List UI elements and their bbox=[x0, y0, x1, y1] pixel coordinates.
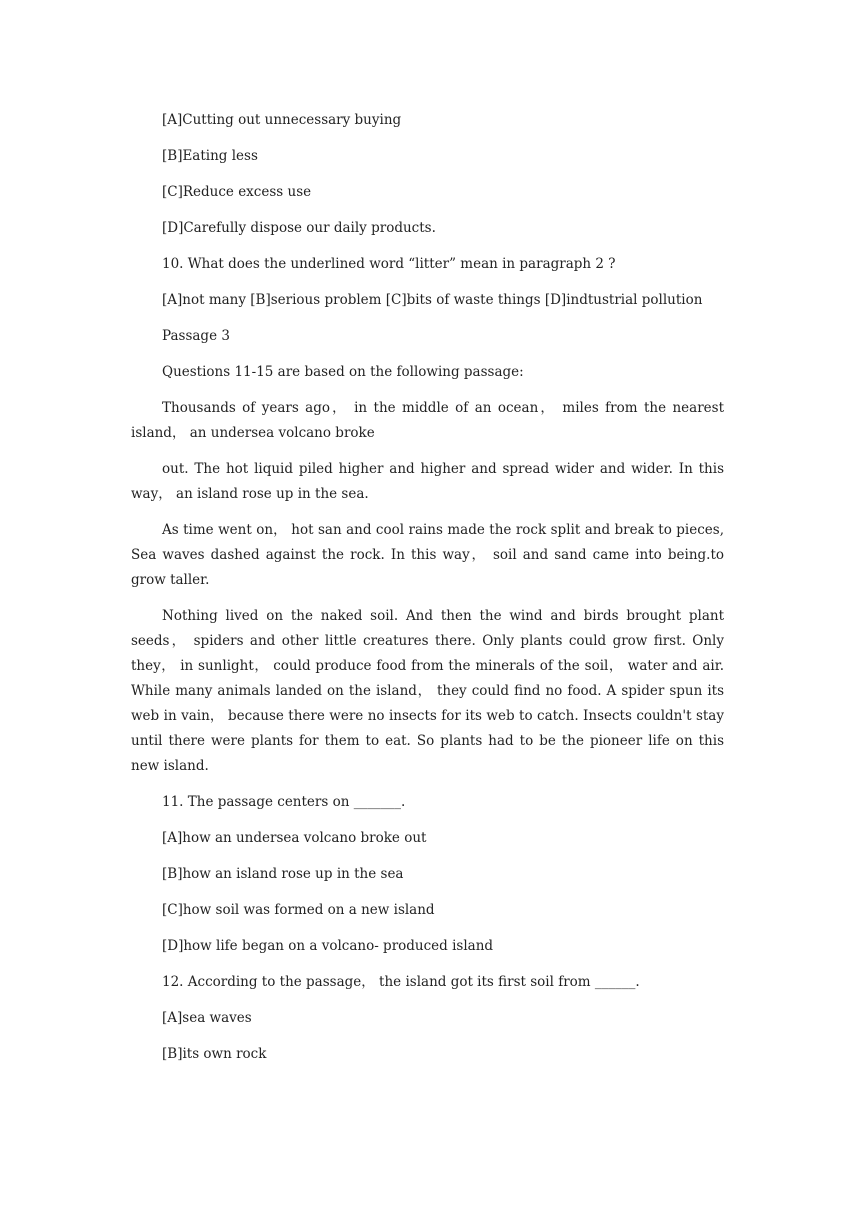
q9-option-c: [C]Reduce excess use bbox=[162, 184, 312, 200]
passage-paragraph-1: Thousands of years ago， in the middle of an ocean， miles from the nearest island， an undersea volcano broke bbox=[131, 400, 724, 441]
q10-question: 10. What does the underlined word “litter” mean in paragraph 2 ? bbox=[162, 256, 616, 272]
q12-option-a: [A]sea waves bbox=[162, 1010, 252, 1026]
passage-paragraph-2: out. The hot liquid piled higher and higher and spread wider and wider. In this way， an island rose up in the sea. bbox=[131, 461, 724, 502]
passage-title: Passage 3 bbox=[162, 328, 230, 344]
q9-option-d: [D]Carefully dispose our daily products. bbox=[162, 220, 436, 236]
document-body bbox=[131, 108, 724, 1078]
q11-option-a: [A]how an undersea volcano broke out bbox=[162, 830, 427, 846]
q12-question: 12. According to the passage， the island got its first soil from ______. bbox=[162, 974, 640, 990]
q12-option-b: [B]its own rock bbox=[162, 1046, 267, 1062]
q10-options: [A]not many [B]serious problem [C]bits of waste things [D]indtustrial pollution bbox=[162, 292, 703, 308]
q11-question: 11. The passage centers on _______. bbox=[162, 794, 406, 810]
q11-option-d: [D]how life began on a volcano- produced island bbox=[162, 938, 494, 954]
q9-option-b: [B]Eating less bbox=[162, 148, 258, 164]
passage-intro: Questions 11-15 are based on the following passage: bbox=[162, 364, 524, 380]
q9-option-a: [A]Cutting out unnecessary buying bbox=[162, 112, 402, 128]
passage-paragraph-3: As time went on， hot san and cool rains made the rock split and break to pieces, Sea waves dashed against the rock. In this way， soil and sand came into being.to grow taller. bbox=[131, 522, 724, 588]
q11-option-b: [B]how an island rose up in the sea bbox=[162, 866, 404, 882]
q11-option-c: [C]how soil was formed on a new island bbox=[162, 902, 435, 918]
passage-paragraph-4: Nothing lived on the naked soil. And then the wind and birds brought plant seeds， spiders and other little creatures there. Only plants could grow first. Only they， in sunlight， could produce food from the minerals of the soil， water and air. While many animals landed on the island， they could find no food. A spider spun its web in vain， because there were no insects for its web to catch. Insects couldn't stay until there were plants for them to eat. So plants had to be the pioneer life on this new island. bbox=[131, 608, 724, 774]
